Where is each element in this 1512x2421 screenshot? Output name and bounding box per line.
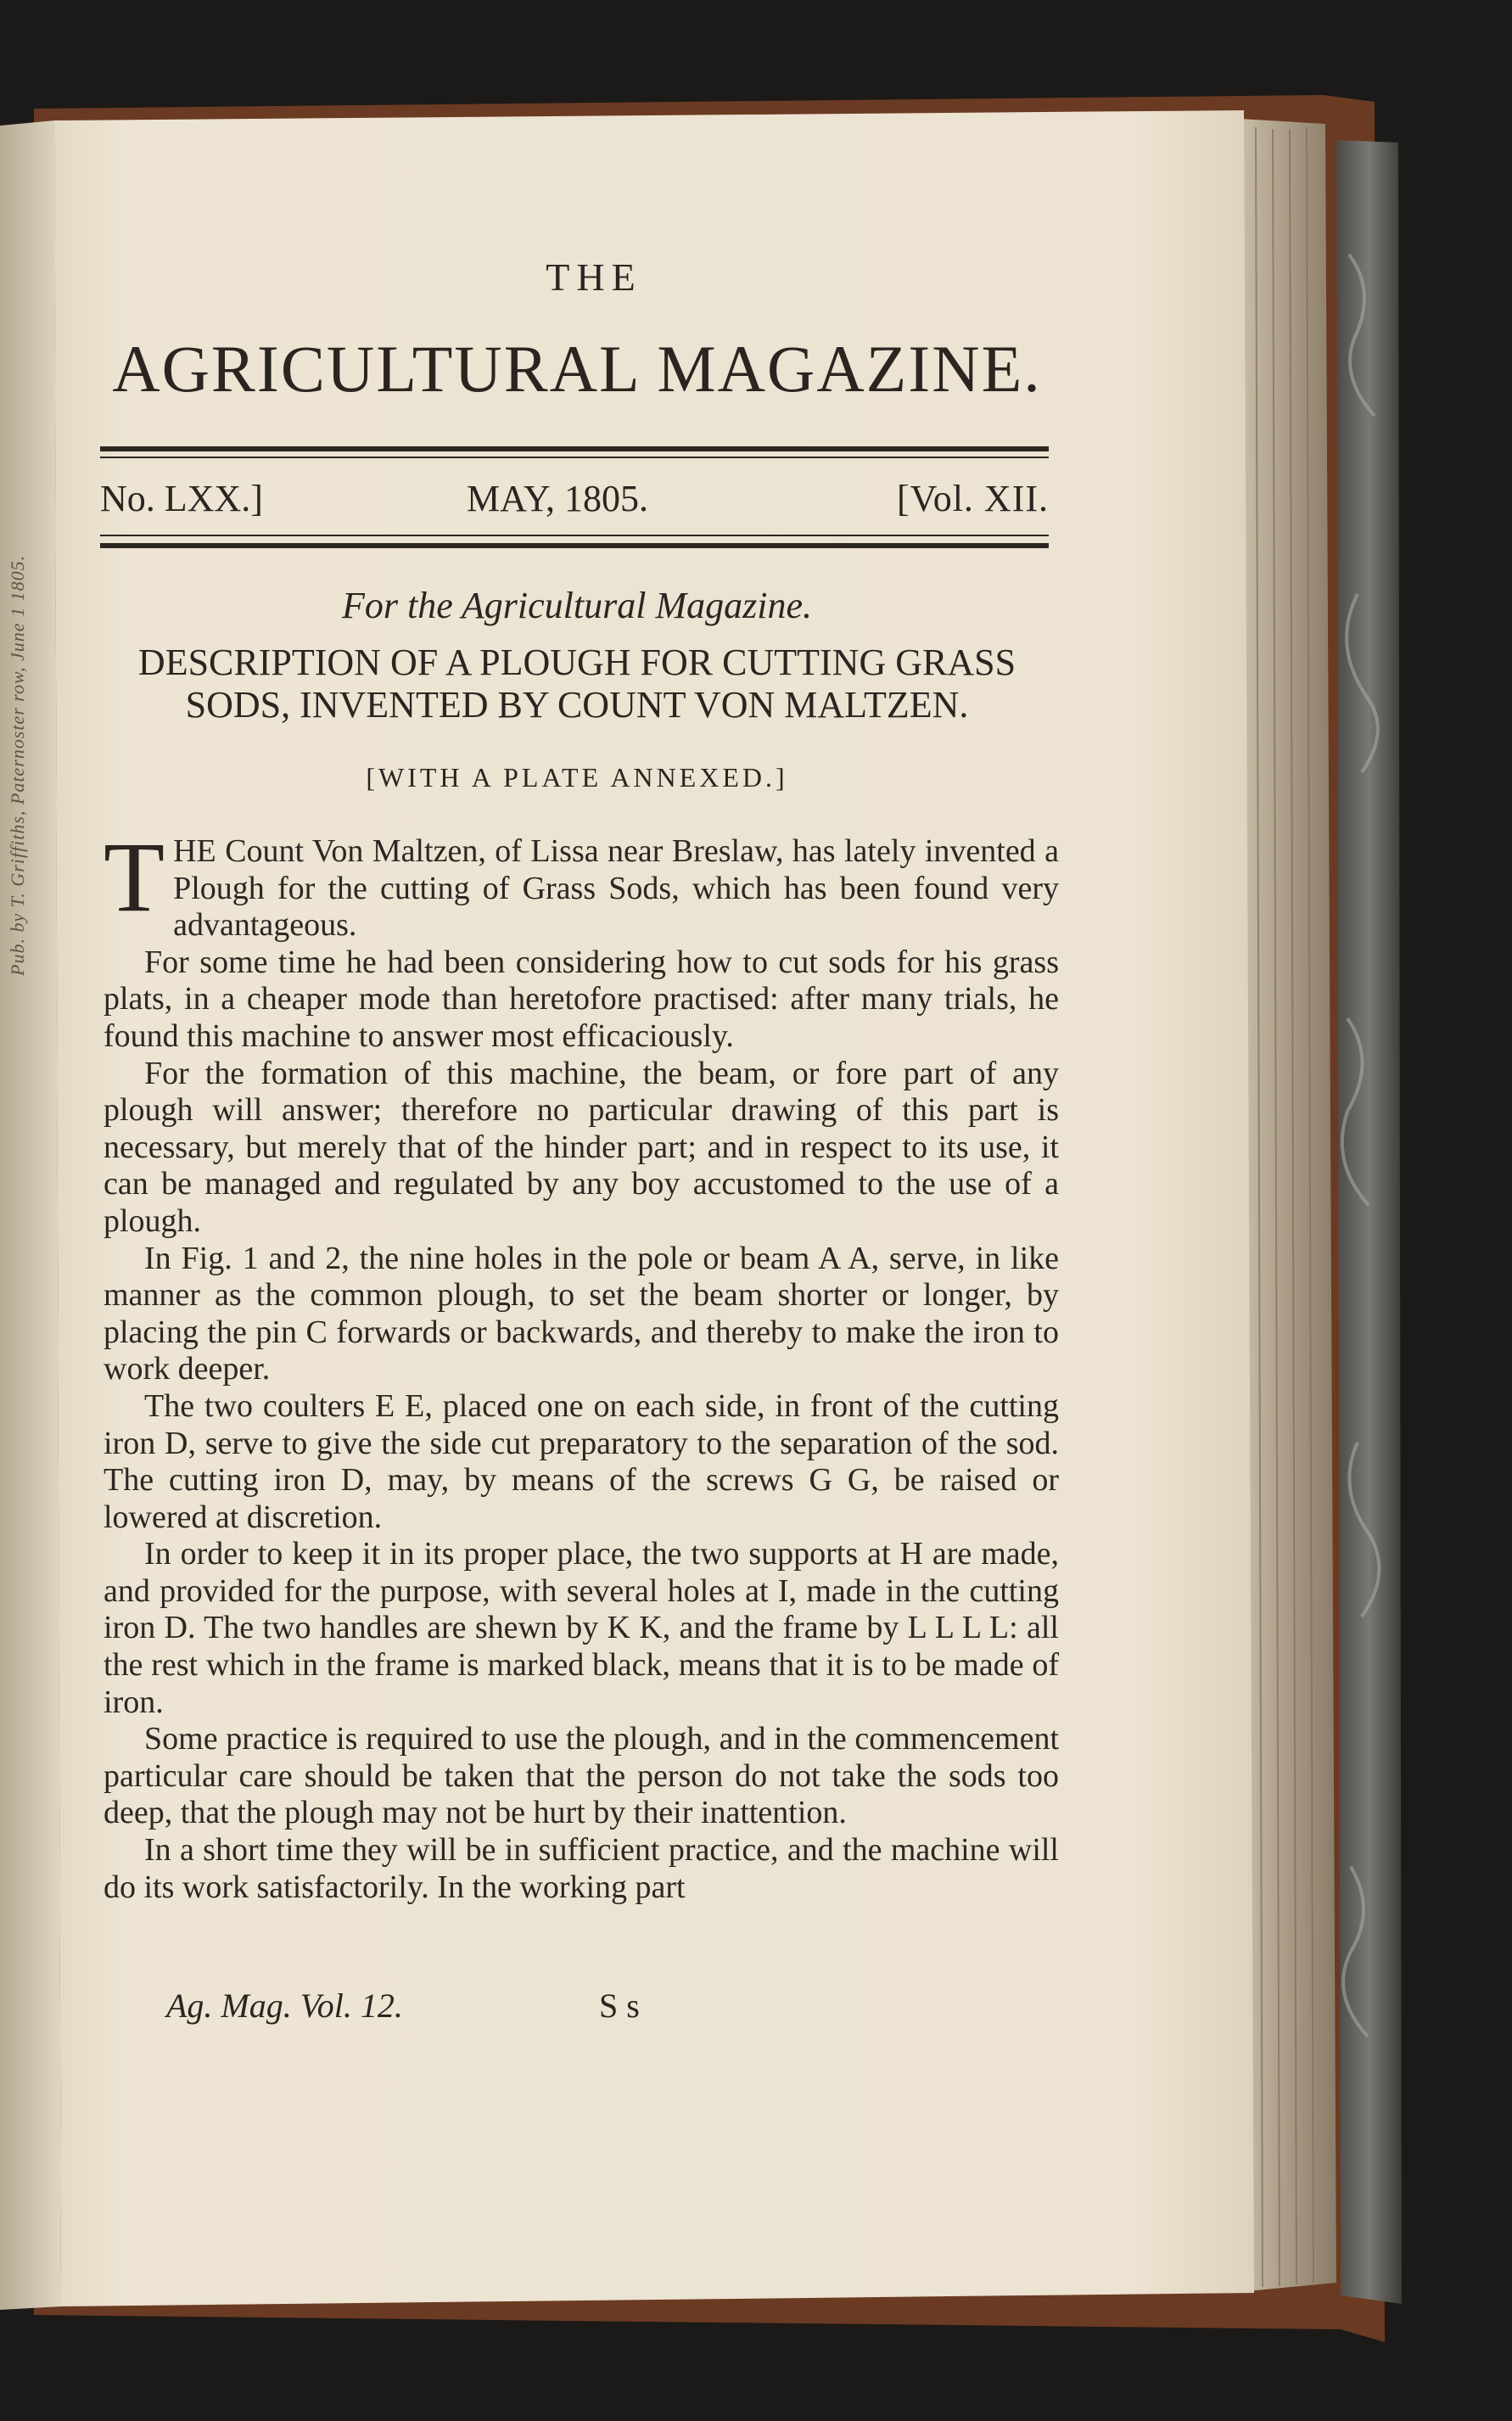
header-rule-bottom-thin — [100, 535, 1049, 536]
paragraph-4: In Fig. 1 and 2, the nine holes in the pole or beam A A, serve, in like manner as the common plough, to set the beam shorter or longer, by placing the pin C forwards or backwards, and thereby to make the iron to work deeper. — [104, 1240, 1059, 1387]
paragraph-5: The two coulters E E, placed one on each side, in front of the cutting iron D, serve to give the side cut preparatory to the separation of the sod. The cutting iron D, may, by means of the screws G G, be raised or lowered at discretion. — [104, 1387, 1059, 1535]
header-rule-top — [100, 446, 1049, 451]
page-footer — [166, 1986, 930, 2028]
marbled-board — [1336, 140, 1402, 2304]
magazine-the: THE — [546, 255, 642, 299]
spine-caption: Pub. by T. Griffiths, Paternoster row, June 1 1805. — [7, 554, 28, 976]
paragraph-7: Some practice is required to use the plough, and in the commencement particular care should be taken that the person do not take the sods too deep, that the plough may not be hurt by their inattention. — [104, 1721, 1059, 1831]
paragraph-6: In order to keep it in its proper place, the two supports at H are made, and provided for the purpose, with several holes at I, made in the cutting iron D. The two handles are shewn by K K, and the frame by L L L L: all the rest which in the frame is marked black, means that it is to be made of iron. — [104, 1536, 1059, 1720]
issue-volume: [Vol. XII. — [896, 478, 1049, 519]
paragraph-1 — [104, 821, 1059, 944]
issue-line — [100, 477, 1049, 528]
drop-cap: T — [104, 821, 165, 933]
paragraph-3: For the formation of this machine, the beam, or fore part of any plough will answer; therefore no particular drawing of this part is necessary, but merely that of the hinder part; and in respect to its use, it can be managed and regulated by any boy accustomed to the use of a plough. — [104, 1055, 1059, 1239]
footer-reference: Ag. Mag. Vol. 12. — [166, 1987, 403, 2025]
issue-number: No. LXX.] — [100, 478, 263, 519]
source-line: For the Agricultural Magazine. — [341, 585, 813, 626]
paragraph-8: In a short time they will be in sufficient practice, and the machine will do its work satisfactorily. In the working part — [104, 1832, 1059, 1905]
article-title: DESCRIPTION OF A PLOUGH FOR CUTTING GRASS SODS, INVENTED BY COUNT VON MALTZEN. — [137, 642, 1016, 726]
paragraph-2: For some time he had been considering how to cut sods for his grass plats, in a cheaper mode than heretofore practised: after many trials, he found this machine to answer most efficaciously. — [104, 944, 1059, 1054]
article-body — [104, 821, 1059, 1906]
magazine-title: AGRICULTURAL MAGAZINE. — [112, 332, 1042, 406]
signature-mark: S s — [599, 1987, 640, 2025]
issue-date: MAY, 1805. — [467, 478, 648, 519]
plate-note: [WITH A PLATE ANNEXED.] — [366, 762, 788, 793]
page-edges — [1240, 119, 1336, 2291]
header-rule-bottom — [100, 543, 1049, 548]
paragraph-1-text: HE Count Von Maltzen, of Lissa near Breslaw, has lately invented a Plough for the cutting of Grass Sods, which has been found very advantageous. — [173, 833, 1059, 944]
header-rule-top-thin — [100, 457, 1049, 458]
